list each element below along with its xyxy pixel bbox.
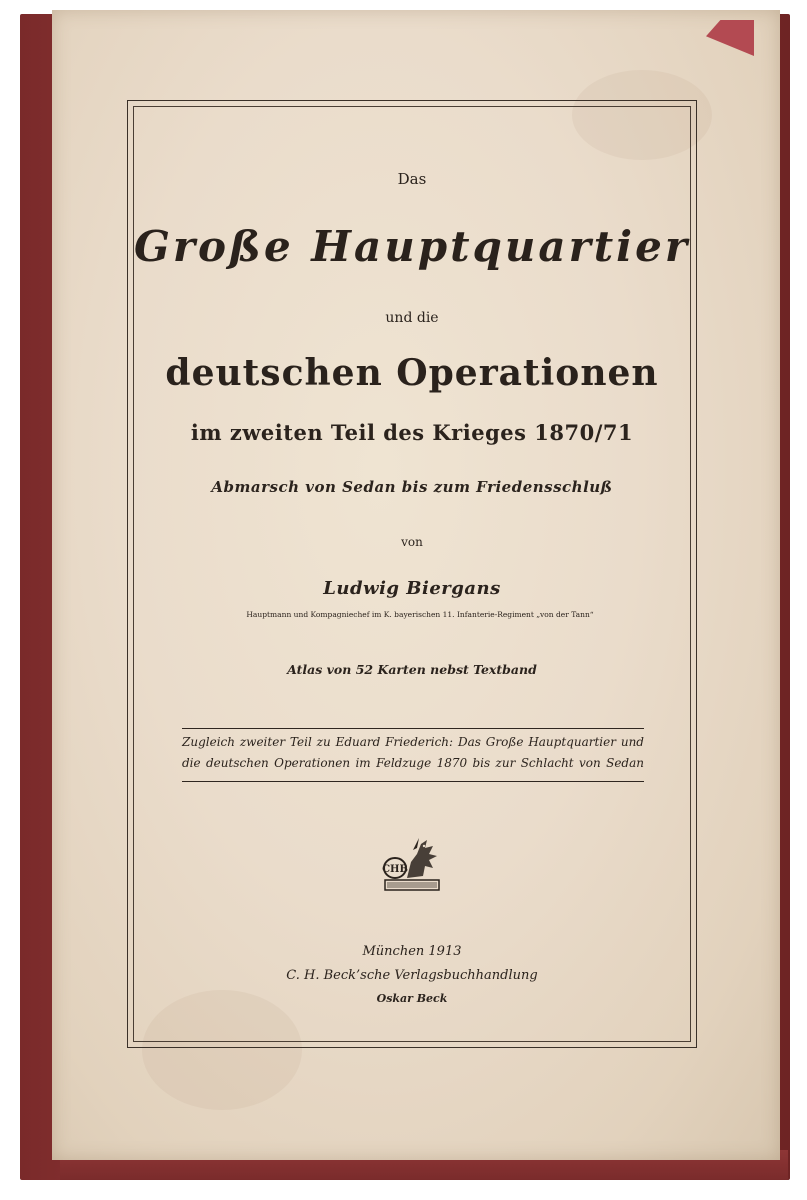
title-article: Das xyxy=(397,170,427,188)
series-note-line-2 xyxy=(182,756,644,770)
note-rule-top xyxy=(182,728,644,729)
scope-line: Abmarsch von Sedan bis zum Friedensschluß xyxy=(211,478,613,496)
series-note-text-2: die deutschen Operationen im Feldzuge 1870 bis zur Schlacht von Sedan xyxy=(182,756,644,770)
svg-text:CHB: CHB xyxy=(382,864,408,875)
period-line: im zweiten Teil des Krieges 1870/71 xyxy=(190,420,634,445)
main-title: Große Hauptquartier xyxy=(134,222,690,271)
publisher: C. H. Beck’sche Verlagsbuchhandlung xyxy=(286,968,538,983)
title-connector: und die xyxy=(385,310,439,326)
author-rank: Hauptmann und Kompagniechef im K. bayerischen 11. Infanterie-Regiment „von der Tann“ xyxy=(246,610,594,619)
by-line: von xyxy=(401,535,423,549)
series-note-line-1 xyxy=(182,735,644,749)
publisher-owner: Oskar Beck xyxy=(376,992,448,1005)
atlas-note: Atlas von 52 Karten nebst Textband xyxy=(287,662,537,677)
series-note-text-1: Zugleich zweiter Teil zu Eduard Friederich: Das Große Hauptquartier und xyxy=(182,735,644,749)
griffin-emblem-icon xyxy=(377,832,447,902)
place-year: München 1913 xyxy=(362,944,462,959)
torn-corner xyxy=(706,20,754,56)
subtitle: deutschen Operationen xyxy=(165,352,659,394)
author-name: Ludwig Biergans xyxy=(323,578,501,599)
note-rule-bottom xyxy=(182,781,644,782)
